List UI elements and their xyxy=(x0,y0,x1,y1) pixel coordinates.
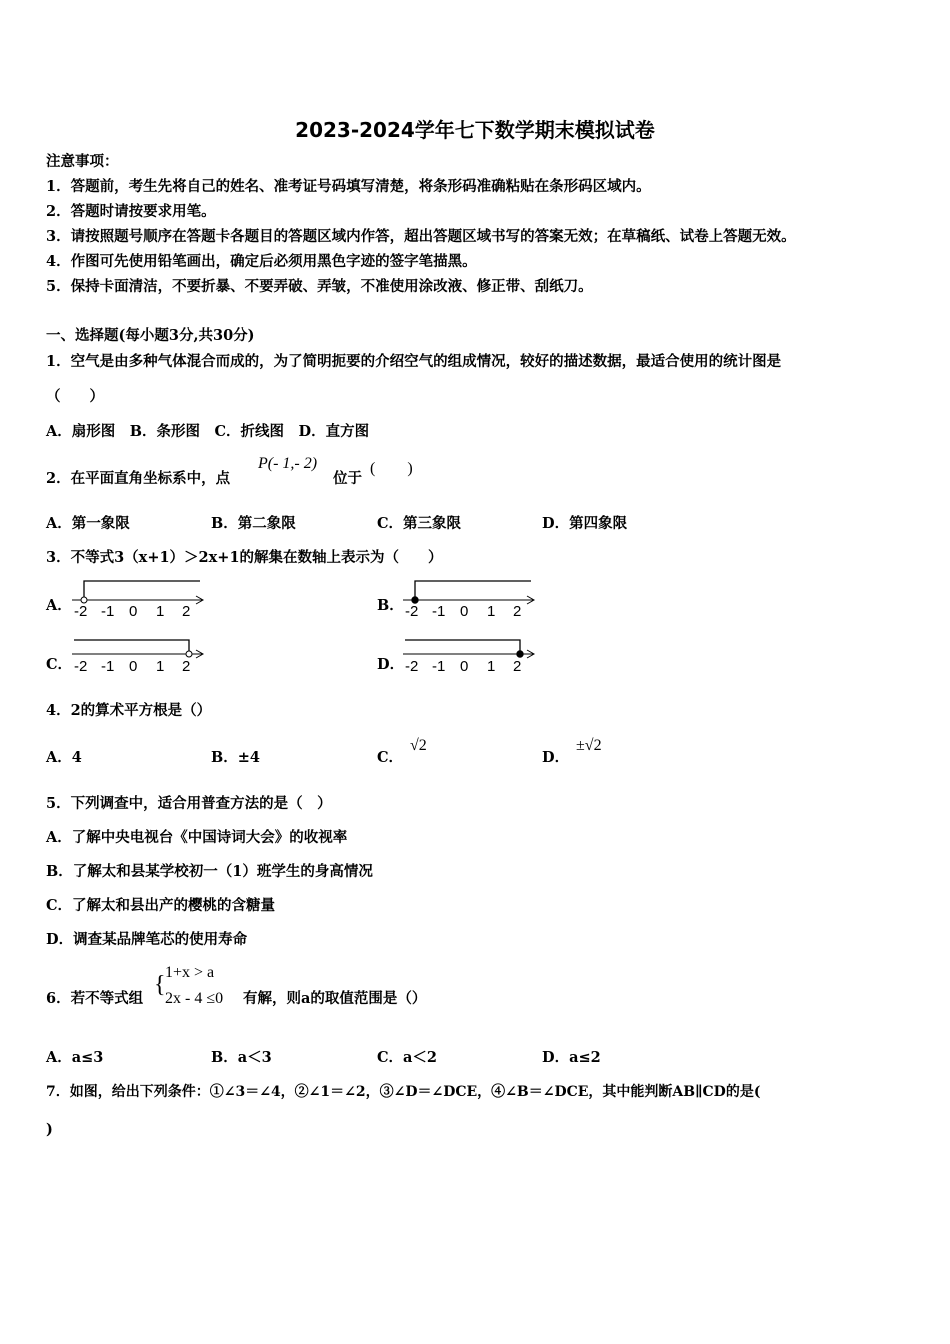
tick-label: 0 xyxy=(129,603,138,620)
tick-label: -2 xyxy=(405,658,419,675)
q4-stem: 4．2的算术平方根是（） xyxy=(46,702,212,719)
tick-label: 1 xyxy=(487,603,496,620)
tick-label: 1 xyxy=(156,603,165,620)
q5-option-b: B．了解太和县某学校初一（1）班学生的身高情况 xyxy=(46,863,373,880)
notice-item-4: 4．作图可先使用铅笔画出，确定后必须用黑色字迹的签字笔描黑。 xyxy=(46,253,477,270)
q2-option-b: B．第二象限 xyxy=(211,515,296,532)
notice-item-2: 2．答题时请按要求用笔。 xyxy=(46,203,216,220)
q5-stem: 5．下列调查中，适合用普查方法的是（ ） xyxy=(46,795,332,812)
q7-stem: 7．如图，给出下列条件：①∠3＝∠4，②∠1＝∠2，③∠D＝∠DCE，④∠B＝∠DCE，其中能判断AB∥CD的是( xyxy=(46,1084,761,1100)
q6-option-d: D．a≤2 xyxy=(542,1049,601,1066)
q4-option-c: C． xyxy=(377,749,404,766)
q1-options: A．扇形图 B．条形图 C．折线图 D．直方图 xyxy=(46,423,370,440)
q3-stem: 3．不等式3（x+1）＞2x+1的解集在数轴上表示为（ ） xyxy=(46,549,443,566)
q6-stem-b: 有解，则a的取值范围是（） xyxy=(243,990,427,1007)
q5-option-c: C．了解太和县出产的樱桃的含糖量 xyxy=(46,897,276,914)
tick-label: 2 xyxy=(513,658,522,675)
q1-stem: 1．空气是由多种气体混合而成的，为了简明扼要的介绍空气的组成情况，较好的描述数据，最适合使用的统计图是 xyxy=(46,353,782,370)
q6-option-c: C．a＜2 xyxy=(377,1049,438,1066)
q6-brace: { xyxy=(154,972,166,998)
tick-label: -2 xyxy=(405,603,419,620)
q4-option-a: A．4 xyxy=(46,749,82,766)
notice-item-3: 3．请按照题号顺序在答题卡各题目的答题区域内作答，超出答题区域书写的答案无效；在草稿纸、试卷上答题无效。 xyxy=(46,228,796,245)
page-title: 2023-2024学年七下数学期末模拟试卷 xyxy=(295,118,655,142)
q2-option-a: A．第一象限 xyxy=(46,515,130,532)
tick-label: 2 xyxy=(182,603,191,620)
notice-item-5: 5．保持卡面清洁，不要折暴、不要弄破、弄皱，不准使用涂改液、修正带、刮纸刀。 xyxy=(46,278,593,295)
q3-numberline-c xyxy=(70,637,210,677)
q2-option-c: C．第三象限 xyxy=(377,515,462,532)
q2-point: P(- 1,- 2) xyxy=(258,455,318,472)
tick-label: 0 xyxy=(460,603,469,620)
section-heading: 一、选择题(每小题3分,共30分) xyxy=(46,327,255,344)
q2-option-d: D．第四象限 xyxy=(542,515,628,532)
tick-label: 1 xyxy=(156,658,165,675)
tick-label: -1 xyxy=(101,603,115,620)
q3-numberline-b xyxy=(401,578,541,618)
q2-stem-a: 2．在平面直角坐标系中，点 xyxy=(46,470,231,487)
q5-option-a: A．了解中央电视台《中国诗词大会》的收视率 xyxy=(46,829,348,846)
q4-option-d: D． xyxy=(542,749,570,766)
tick-label: 0 xyxy=(129,658,138,675)
tick-label: 2 xyxy=(513,603,522,620)
q3-numberline-a xyxy=(70,578,210,618)
q4-option-d-math: ±√2 xyxy=(576,737,602,754)
q3-label-c: C． xyxy=(46,656,73,673)
tick-label: -2 xyxy=(74,603,88,620)
q4-option-b: B．±4 xyxy=(211,749,260,766)
tick-label: -1 xyxy=(432,658,446,675)
q6-inequality-1: 1+x > a xyxy=(165,964,215,981)
q4-option-c-math: √2 xyxy=(410,737,427,754)
notice-heading: 注意事项： xyxy=(46,153,119,170)
q5-option-d: D．调查某品牌笔芯的使用寿命 xyxy=(46,931,248,948)
q7-tail: ) xyxy=(46,1121,53,1138)
q3-numberline-d xyxy=(401,637,541,677)
q3-label-d: D． xyxy=(377,656,405,673)
q6-option-b: B．a＜3 xyxy=(211,1049,272,1066)
tick-label: -1 xyxy=(432,603,446,620)
q3-label-b: B． xyxy=(377,597,404,614)
q6-stem-a: 6．若不等式组 xyxy=(46,990,144,1007)
q6-inequality-2: 2x - 4 ≤0 xyxy=(165,990,224,1007)
tick-label: 1 xyxy=(487,658,496,675)
q3-label-a: A． xyxy=(46,597,72,614)
tick-label: -1 xyxy=(101,658,115,675)
tick-label: -2 xyxy=(74,658,88,675)
q1-paren: （ ） xyxy=(46,388,104,405)
tick-label: 0 xyxy=(460,658,469,675)
notice-item-1: 1．答题前，考生先将自己的姓名、准考证号码填写清楚，将条形码准确粘贴在条形码区域内。 xyxy=(46,178,651,195)
q6-option-a: A．a≤3 xyxy=(46,1049,104,1066)
q2-paren: ( ) xyxy=(370,460,413,477)
tick-label: 2 xyxy=(182,658,191,675)
q2-stem-b: 位于 xyxy=(333,470,362,487)
